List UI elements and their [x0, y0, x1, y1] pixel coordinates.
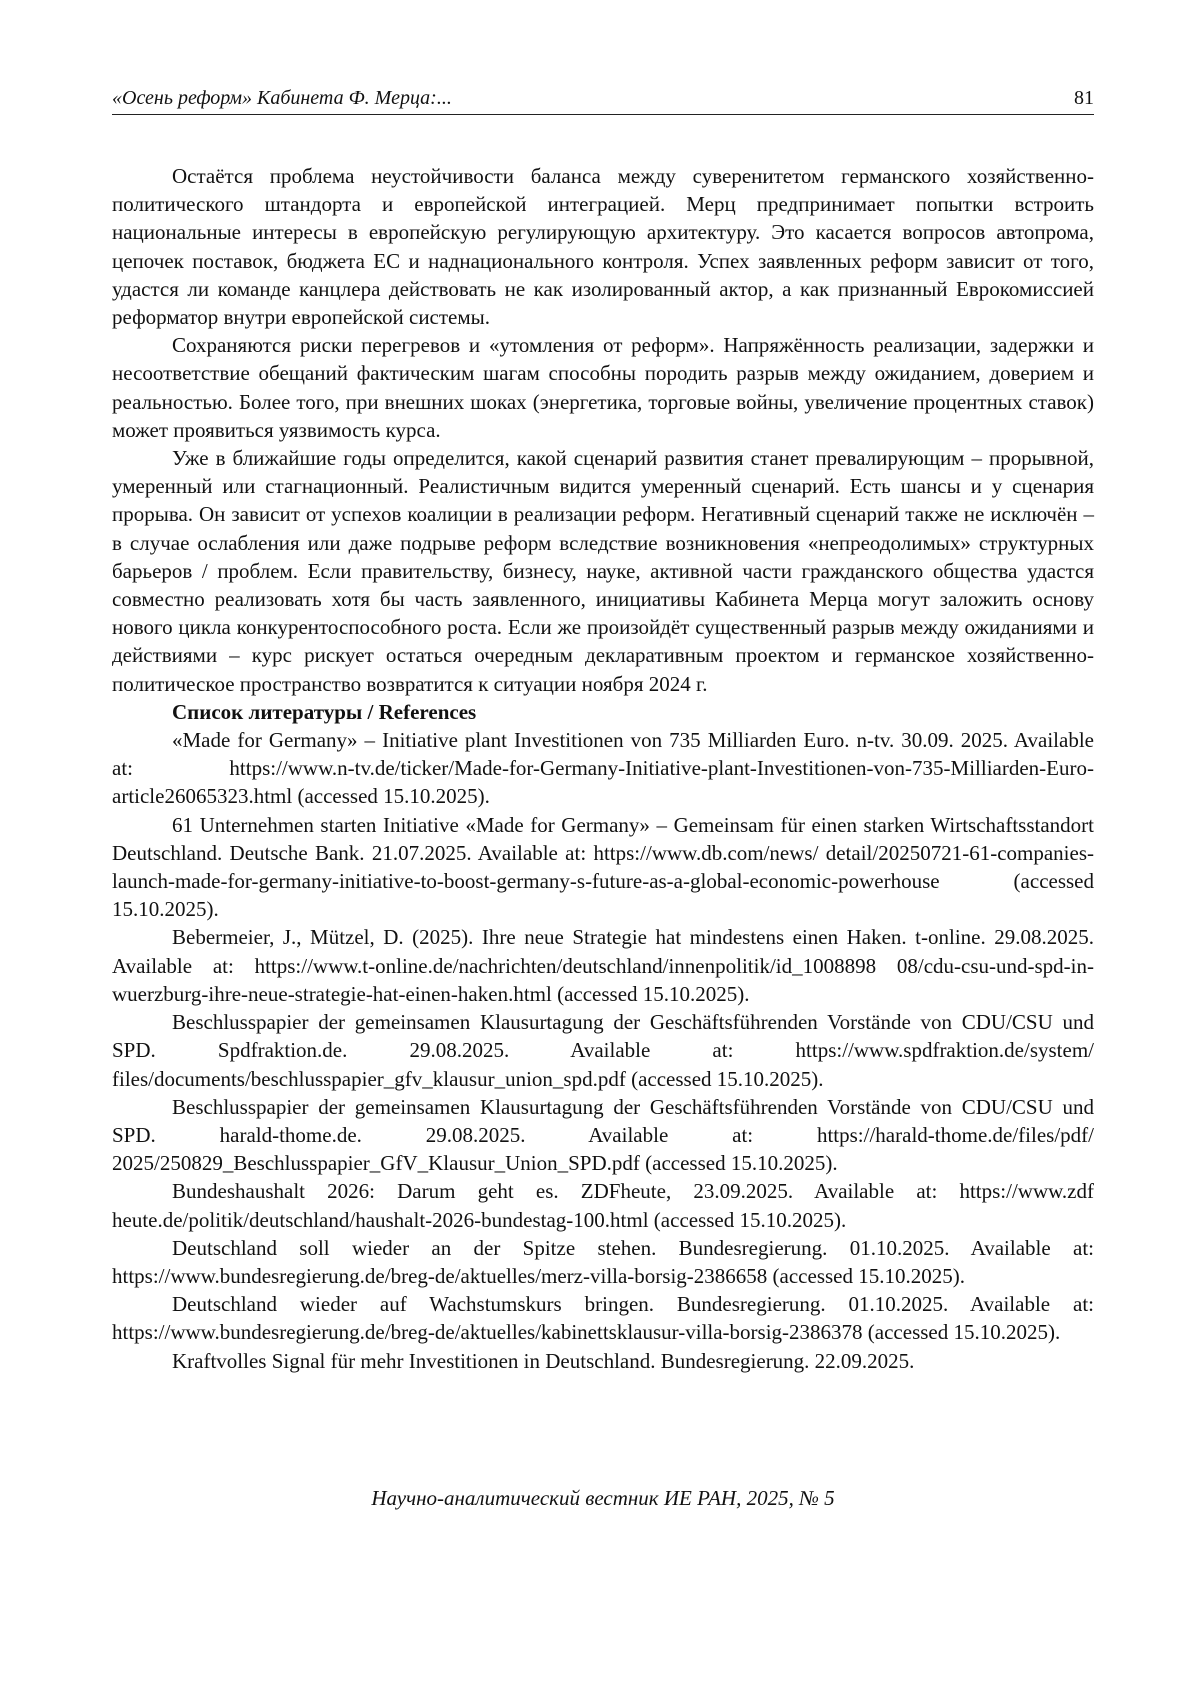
reference-item: Beschlusspapier der gemeinsamen Klausurtagung der Geschäftsführenden Vorstände von CDU/CSU und SPD. harald-thome.de. 29.08.2025. Available at: https://harald-thome.de/files/pdf/ 2025/250829_Beschlusspapier_GfV_Klausur_Union_SPD.pdf (accessed 15.10.2025).: [112, 1094, 1094, 1176]
body-paragraph: Уже в ближайшие годы определится, какой сценарий развития станет превалирующим – прорывной, умеренный или стагнационный. Реалистичным видится умеренный сценарий. Есть шансы и у сценария прорыва. Он зависит от успехов коалиции в реализации реформ. Негативный сценарий также не исключён – в случае ослабления или даже подрыве реформ вследствие возникновения «непреодолимых» структурных барьеров / проблем. Если правительству, бизнесу, науке, активной части гражданского общества удастся совместно реализовать хотя бы часть заявленного, инициативы Кабинета Мерца могут заложить основу нового цикла конкурентоспособного роста. Если же произойдёт существенный разрыв между ожиданиями и действиями – курс рискует остаться очередным декларативным проектом и германское хозяйственно-политическое пространство возвратится к ситуации ноября 2024 г.: [112, 446, 1094, 696]
body-paragraph: Остаётся проблема неустойчивости баланса между суверенитетом германского хозяйственно-политического штандорта и европейской интеграцией. Мерц предпринимает попытки встроить национальные интересы в европейскую регулирующую архитектуру. Это касается вопросов автопрома, цепочек поставок, бюджета ЕС и наднационального контроля. Успех заявленных реформ зависит от того, удастся ли команде канцлера действовать не как изолированный актор, а как признанный Еврокомиссией реформатор внутри европейской системы.: [112, 164, 1094, 330]
article-body: [112, 162, 1094, 1375]
reference-item: Bebermeier, J., Mützel, D. (2025). Ihre neue Strategie hat mindestens einen Haken. t-online. 29.08.2025. Available at: https://www.t-online.de/nachrichten/deutschland/innenpolitik/id_1008898 08/cdu-csu-und-spd-in-wuerzburg-ihre-neue-strategie-hat-einen-haken.html (accessed 15.10.2025).: [112, 925, 1094, 1006]
reference-item: «Made for Germany» – Initiative plant Investitionen von 735 Milliarden Euro. n-tv. 30.09. 2025. Available at: https://www.n-tv.de/ticker/Made-for-Germany-Initiative-plant-Investitionen-von-735-Milliarden-Euro-article26065323.html (accessed 15.10.2025).: [112, 728, 1094, 809]
reference-item: 61 Unternehmen starten Initiative «Made for Germany» – Gemeinsam für einen starken Wirtschaftsstandort Deutschland. Deutsche Bank. 21.07.2025. Available at: https://www.db.com/news/ detail/20250721-61-companies-launch-made-for-germany-initiative-to-boost-germany-s-future-as-a-global-economic-powerhouse (accessed 15.10.2025).: [112, 812, 1094, 922]
reference-item: Beschlusspapier der gemeinsamen Klausurtagung der Geschäftsführenden Vorstände von CDU/CSU und SPD. Spdfraktion.de. 29.08.2025. Available at: https://www.spdfraktion.de/system/ files/documents/beschlusspapier_gfv_klausur_union_spd.pdf (accessed 15.10.2025).: [112, 1010, 1094, 1091]
journal-footer: Научно-аналитический вестник ИЕ РАН, 2025, № 5: [371, 1486, 835, 1510]
references-heading: Список литературы / References: [172, 699, 477, 724]
header-divider: [112, 114, 1094, 115]
body-paragraph: Сохраняются риски перегревов и «утомления от реформ». Напряжённость реализации, задержки и несоответствие обещаний фактическим шагам способны породить разрыв между ожиданием, доверием и реальностью. Более того, при внешних шоках (энергетика, торговые войны, увеличение процентных ставок) может проявиться уязвимость курса.: [112, 333, 1094, 442]
reference-item: Deutschland soll wieder an der Spitze stehen. Bundesregierung. 01.10.2025. Available at: https://www.bundesregierung.de/breg-de/aktuelles/merz-villa-borsig-2386658 (accessed 15.10.2025).: [112, 1235, 1094, 1288]
running-head: [112, 87, 1094, 109]
page-number: 81: [1074, 87, 1094, 109]
references-list: [112, 726, 1094, 1375]
reference-item: Kraftvolles Signal für mehr Investitionen in Deutschland. Bundesregierung. 22.09.2025.: [172, 1348, 915, 1373]
reference-item: Bundeshaushalt 2026: Darum geht es. ZDFheute, 23.09.2025. Available at: https://www.zdf heute.de/politik/deutschland/haushalt-2026-bundestag-100.html (accessed 15.10.2025).: [112, 1179, 1094, 1232]
running-head-title: «Осень реформ» Кабинета Ф. Мерца:...: [112, 87, 452, 109]
reference-item: Deutschland wieder auf Wachstumskurs bringen. Bundesregierung. 01.10.2025. Available at: https://www.bundesregierung.de/breg-de/aktuelles/kabinettsklausur-villa-borsig-2386378 (accessed 15.10.2025).: [112, 1292, 1094, 1345]
